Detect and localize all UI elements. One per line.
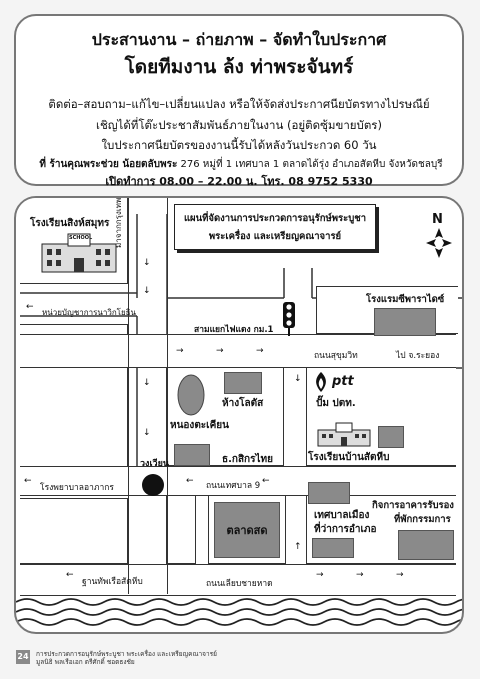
arrow-left-thetsaban: ←: [186, 476, 194, 486]
label-pond: หนองตะเคียน: [170, 420, 229, 431]
label-sukhumvit: ถนนสุขุมวิท: [314, 351, 358, 361]
traffic-light-icon: [280, 302, 298, 336]
compass-north-label: N: [432, 212, 443, 227]
label-hospital: โรงพยาบาลอาภากร: [40, 483, 114, 493]
market-building: [214, 502, 280, 558]
map-title-line2: พระเครื่อง และเหรียญคณาจารย์: [208, 231, 342, 242]
page-footer: [16, 650, 466, 672]
page-number: 24: [16, 650, 30, 664]
arrow-right-sukhumvit-2: →: [216, 346, 224, 356]
map-title-line1: แผนที่จัดงานการประกวดการอนุรักษ์พระบูชา: [183, 213, 367, 224]
footer-text-line1: การประกวดการอนุรักษ์พระบูชา พระเครื่อง และเหรียญคณาจารย์: [36, 650, 217, 658]
info-desk-line: เชิญได้ที่โต๊ะประชาสัมพันธ์ภายในงาน (อยู่ติดซุ้มขายบัตร): [96, 118, 382, 132]
label-naval-base: ฐานทัพเรือสัตหีบ: [82, 577, 143, 587]
label-venue-line1: กิจการอาคารรับรอง: [372, 500, 454, 511]
kbank-building: [174, 444, 210, 466]
arrow-down-bangkok-4: ↓: [143, 428, 151, 438]
arrow-left-thetsaban-2: ←: [262, 476, 270, 486]
shop-address: 276 หมู่ที่ 1 เทศบาล 1 ตลาดได้รุ่ง อำเภอสัตหีบ จังหวัดชลบุรี: [177, 159, 443, 170]
label-kbank: ธ.กสิกรไทย: [222, 454, 273, 465]
municipality-building: [308, 482, 350, 504]
label-road-thetsaban: ถนนเทศบาล 9: [206, 481, 261, 491]
arrow-right-beach-1: →: [316, 570, 324, 580]
info-hours-phone: เปิดทำการ 08.00 – 22.00 น. โทร. 08 9752 5330: [105, 175, 373, 188]
arrow-right-sukhumvit-3: →: [256, 346, 264, 356]
label-school-sattahip: โรงเรียนบ้านสัตหีบ: [308, 452, 390, 463]
label-venue-line2: ที่พักกรรมการ: [394, 514, 451, 525]
arrow-left-unit: ←: [26, 302, 34, 312]
label-municipality: เทศบาลเมือง: [314, 510, 370, 521]
hotel-building: [374, 308, 436, 336]
block-west-bottom: [20, 498, 128, 564]
label-beach-road: ถนนเลียบชายหาด: [206, 579, 273, 589]
compass-icon: [426, 228, 452, 258]
map-title-box: [174, 204, 376, 250]
label-hotel: โรงแรมซีพาราไดซ์: [366, 294, 445, 305]
arrow-down-bangkok-3: ↓: [143, 378, 151, 388]
arrow-right-sukhumvit-1: →: [176, 346, 184, 356]
school-sign-text: SCHOOL: [69, 235, 93, 241]
info-title-line1: ประสานงาน – ถ่ายภาพ – จัดทำใบประกาศ: [91, 30, 387, 49]
venue-building: [398, 530, 454, 560]
pond-icon: [176, 374, 206, 416]
label-market: ตลาดสด: [226, 524, 268, 537]
arrow-up-center: ↑: [294, 542, 302, 552]
arrow-right-beach-3: →: [396, 570, 404, 580]
shop-name: ร้านคุณพระช่วย น้อยตลับพระ: [49, 159, 178, 170]
info-panel: [14, 14, 464, 186]
info-address-line: [26, 157, 456, 172]
district-office-building: [312, 538, 354, 558]
info-contact-line: ติดต่อ–สอบถาม–แก้ไข–เปลี่ยนแปลง หรือให้จัดส่งประกาศนียบัตรทางไปรษณีย์: [48, 97, 430, 111]
arrow-right-beach-2: →: [356, 570, 364, 580]
label-to-rayong: ไป จ.ระยอง: [396, 351, 440, 361]
road-bangkok-vertical: [128, 196, 168, 594]
roundabout-marker: [142, 474, 164, 496]
address-prefix: ที่: [39, 159, 50, 170]
map-panel: [14, 196, 464, 634]
info-certificate-line: ใบประกาศนียบัตรของงานนี้รับได้หลังวันประกวด 60 วัน: [101, 138, 377, 152]
footer-text: [36, 650, 217, 666]
label-district-office: ที่ว่าการอำเภอ: [314, 524, 377, 535]
arrow-left-hospital: ←: [24, 476, 32, 486]
sea-waves: [16, 596, 464, 634]
ptt-logo-text: ptt: [332, 374, 354, 389]
label-school-singha: โรงเรียนสิงห์สมุทร: [30, 218, 110, 229]
arrow-down-bangkok-1: ↓: [143, 258, 151, 268]
arrow-down-bangkok-2: ↓: [143, 286, 151, 296]
school-sattahip-field: [378, 426, 404, 448]
label-lotus: ห้างโลตัส: [222, 398, 264, 409]
label-unit: หน่วยบัญชาการนาวิกโยธิน: [42, 308, 137, 317]
info-title-line2: โดยทีมงาน ล้ง ท่าพระจันทร์: [124, 56, 354, 78]
school-sattahip-icon: [316, 422, 372, 448]
block-hospital-east: [166, 494, 196, 564]
arrow-left-naval: ←: [66, 570, 74, 580]
lotus-building: [224, 372, 262, 394]
label-junction: สามแยกไฟแดง กม.1: [194, 325, 274, 335]
arrow-down-center: ↓: [294, 374, 302, 384]
ptt-flame-icon: [312, 372, 330, 392]
label-roundabout: วงเวียน: [140, 459, 170, 469]
footer-text-line2: มูลนิธิ พลเรือเอก ตรีศักดิ์ ชอตธงชัย: [36, 658, 135, 666]
road-sukhumvit: [20, 334, 456, 368]
label-road-bangkok: มาจากกรุงเทพ: [114, 197, 123, 248]
label-ptt-station: ปั๊ม ปตท.: [316, 398, 356, 409]
